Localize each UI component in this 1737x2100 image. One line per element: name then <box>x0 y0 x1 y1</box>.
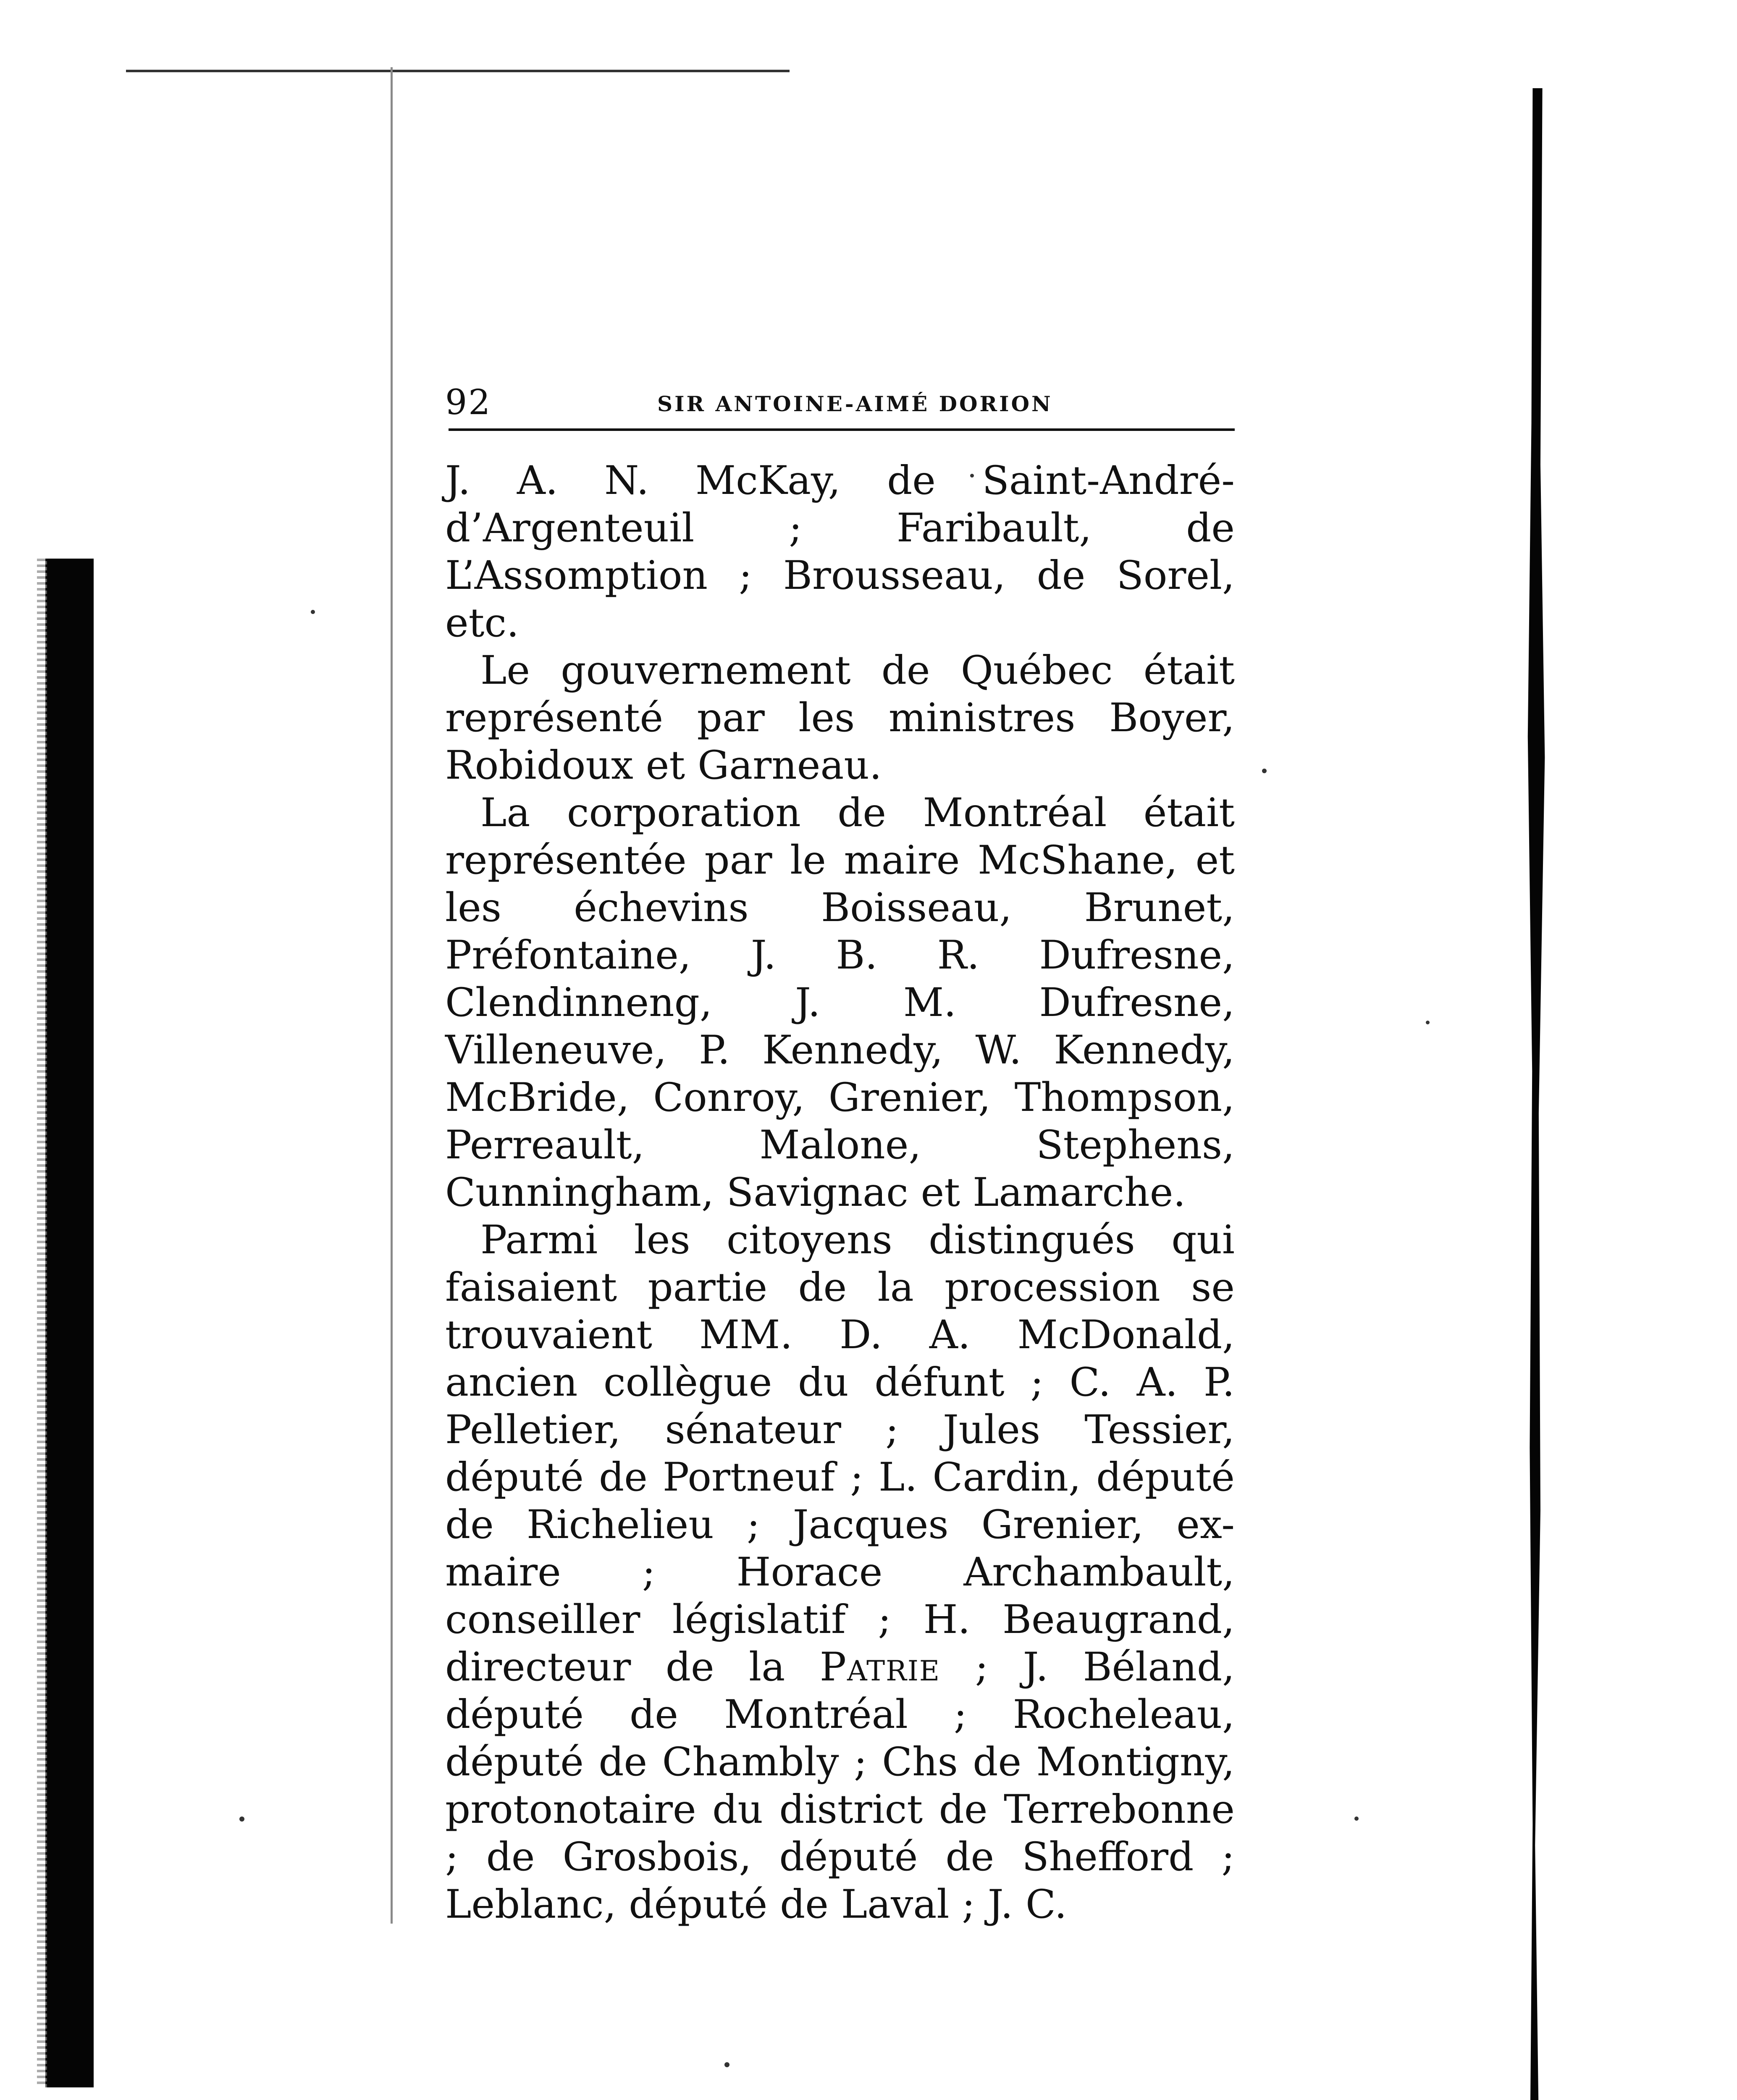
header-rule <box>449 428 1235 431</box>
scan-speck <box>724 2062 729 2067</box>
scan-speck <box>1426 1021 1430 1024</box>
paragraph-montreal-corporation: La corporation de Montréal était représentée par le maire McShane, et les échevins Boisseau, Brunet, Préfontaine, J. B. R. Dufresne, Clendinneng, J. M. Dufresne, Villeneuve, P. Kennedy, W. Kennedy, McBride, Conroy, Grenier, Thompson, Perreault, Malone, Stephens, Cunningham, Savignac et Lamarche. <box>445 790 1235 1215</box>
running-head <box>445 378 1235 428</box>
scan-top-rule <box>126 70 790 72</box>
scan-shadow-left <box>45 559 94 2087</box>
newspaper-title-patrie: Patrie <box>819 1644 941 1690</box>
scan-speck <box>239 1816 244 1822</box>
paragraph-text-before-patrie: Parmi les citoyens distingués qui faisaient partie de la procession se trouvaient MM. D. A. McDonald, ancien collègue du défunt ; C. A. P. Pelletier, sénateur ; Jules Tessier, député de Portneuf ; L. Cardin, député de Richelieu ; Jacques Grenier, ex-maire ; Horace Archambault, conseiller législatif ; H. Beaugrand, directeur de la <box>445 1217 1235 1690</box>
paragraph-continued: J. A. N. McKay, de Saint-André-d’Argenteuil ; Faribault, de L’Assomption ; Brousseau, de Sorel, etc. <box>445 458 1235 646</box>
scan-speck <box>1262 769 1267 773</box>
paragraph-quebec-government: Le gouvernement de Québec était représenté par les ministres Boyer, Robidoux et Garneau. <box>445 648 1235 788</box>
scan-speck <box>1354 1816 1359 1821</box>
paragraph-distinguished-citizens <box>445 1216 1235 1928</box>
running-title: SIR ANTOINE-AIMÉ DORION <box>657 391 1053 416</box>
scan-page-gutter <box>391 67 393 1924</box>
paragraph-text-after-patrie: ; J. Béland, député de Montréal ; Rocheleau, député de Chambly ; Chs de Montigny, protonotaire du district de Terrebonne ; de Grosbois, député de Shefford ; Leblanc, député de Laval ; J. C. <box>445 1644 1235 1927</box>
body-text <box>445 457 1235 1928</box>
scan-speck <box>311 610 315 614</box>
scan-shadow-right <box>1525 88 1550 2100</box>
book-page <box>445 378 1235 1928</box>
page-number: 92 <box>445 383 492 423</box>
